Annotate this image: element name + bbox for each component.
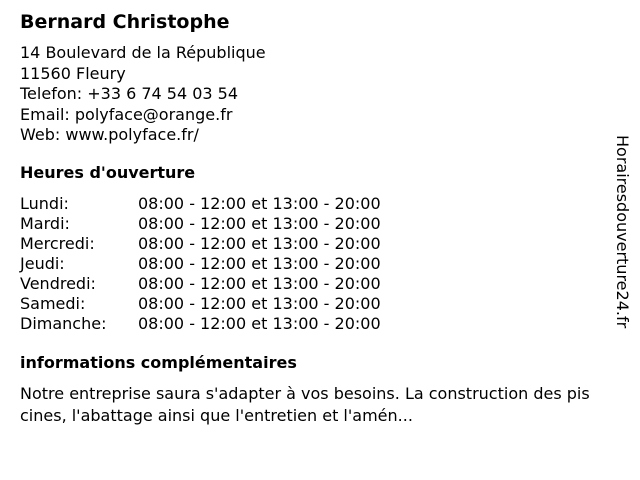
contact-block	[20, 43, 266, 146]
hours-row-monday	[20, 194, 381, 214]
day-label: Vendredi:	[20, 274, 96, 293]
opening-hours-heading: Heures d'ouverture	[20, 163, 196, 182]
time-range: 08:00 - 12:00 et 13:00 - 20:00	[138, 234, 381, 253]
time-range: 08:00 - 12:00 et 13:00 - 20:00	[138, 214, 381, 233]
phone-number: Telefon: +33 6 74 54 03 54	[20, 84, 239, 103]
day-label: Jeudi:	[20, 254, 65, 273]
email-address: Email: polyface@orange.fr	[20, 104, 233, 124]
time-range: 08:00 - 12:00 et 13:00 - 20:00	[138, 254, 381, 273]
day-label: Samedi:	[20, 294, 86, 313]
time-range: 08:00 - 12:00 et 13:00 - 20:00	[138, 294, 381, 313]
address-city: 11560 Fleury	[20, 63, 126, 83]
day-label: Lundi:	[20, 194, 69, 213]
hours-row-sunday	[20, 314, 381, 334]
additional-info-heading: informations complémentaires	[20, 353, 297, 372]
time-range: 08:00 - 12:00 et 13:00 - 20:00	[138, 314, 381, 333]
hours-row-friday	[20, 274, 381, 294]
business-name: Bernard Christophe	[20, 11, 230, 33]
day-label: Mardi:	[20, 214, 70, 233]
address-street: 14 Boulevard de la République	[20, 43, 266, 62]
hours-row-tuesday	[20, 214, 381, 234]
day-label: Mercredi:	[20, 234, 95, 253]
hours-row-thursday	[20, 254, 381, 274]
day-label: Dimanche:	[20, 314, 107, 333]
hours-row-wednesday	[20, 234, 381, 254]
opening-hours-table	[20, 194, 381, 334]
time-range: 08:00 - 12:00 et 13:00 - 20:00	[138, 194, 381, 213]
time-range: 08:00 - 12:00 et 13:00 - 20:00	[138, 274, 381, 293]
site-watermark: Horairesdouverture24.fr	[613, 135, 632, 329]
business-description: Notre entreprise saura s'adapter à vos besoins. La construction des piscines, l'abattage ainsi que l'entretien et l'amén...	[20, 384, 590, 425]
hours-row-saturday	[20, 294, 381, 314]
website-link: Web: www.polyface.fr/	[20, 125, 199, 144]
